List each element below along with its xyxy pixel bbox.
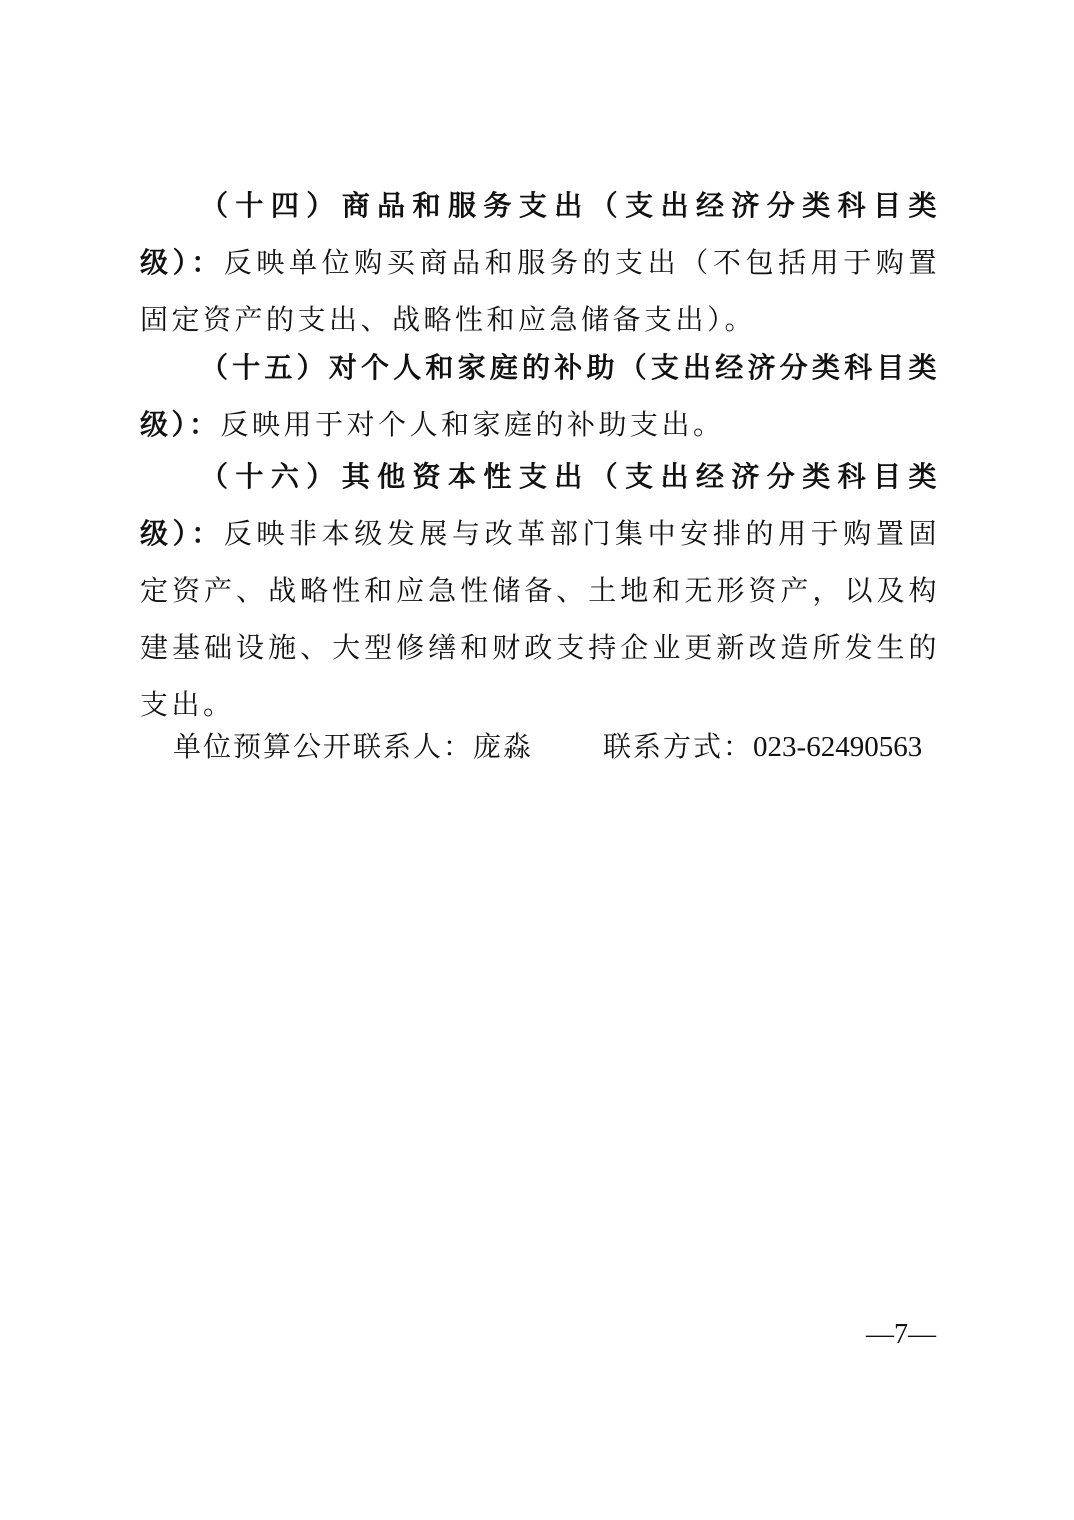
paragraph-body: 反映用于对个人和家庭的补助支出。 xyxy=(220,408,725,441)
paragraph-heading: （十五）对个人和家庭的补助（支出经济分类科目类级）： xyxy=(140,351,940,441)
paragraph-heading: （十六）其他资本性支出（支出经济分类科目类级）： xyxy=(140,460,940,550)
contact-person-name: 庞淼 xyxy=(473,730,534,763)
paragraph-heading: （十四）商品和服务支出（支出经济分类科目类级）： xyxy=(140,189,940,279)
contact-line xyxy=(173,722,922,772)
paragraph-goods-services xyxy=(140,177,940,348)
page-number: —7— xyxy=(866,1319,936,1350)
paragraph-household-subsidy xyxy=(140,339,940,453)
paragraph-other-capital xyxy=(140,448,940,733)
contact-person-label: 单位预算公开联系人： xyxy=(173,730,474,763)
contact-method-label: 联系方式： xyxy=(603,730,754,763)
paragraph-body: 反映单位购买商品和服务的支出（不包括用于购置固定资产的支出、战略性和应急储备支出）。 xyxy=(140,246,940,336)
paragraph-body: 反映非本级发展与改革部门集中安排的用于购置固定资产、战略性和应急性储备、土地和无形资产，以及构建基础设施、大型修缮和财政支持企业更新改造所发生的支出。 xyxy=(140,517,940,721)
contact-phone: 023-62490563 xyxy=(753,731,923,763)
